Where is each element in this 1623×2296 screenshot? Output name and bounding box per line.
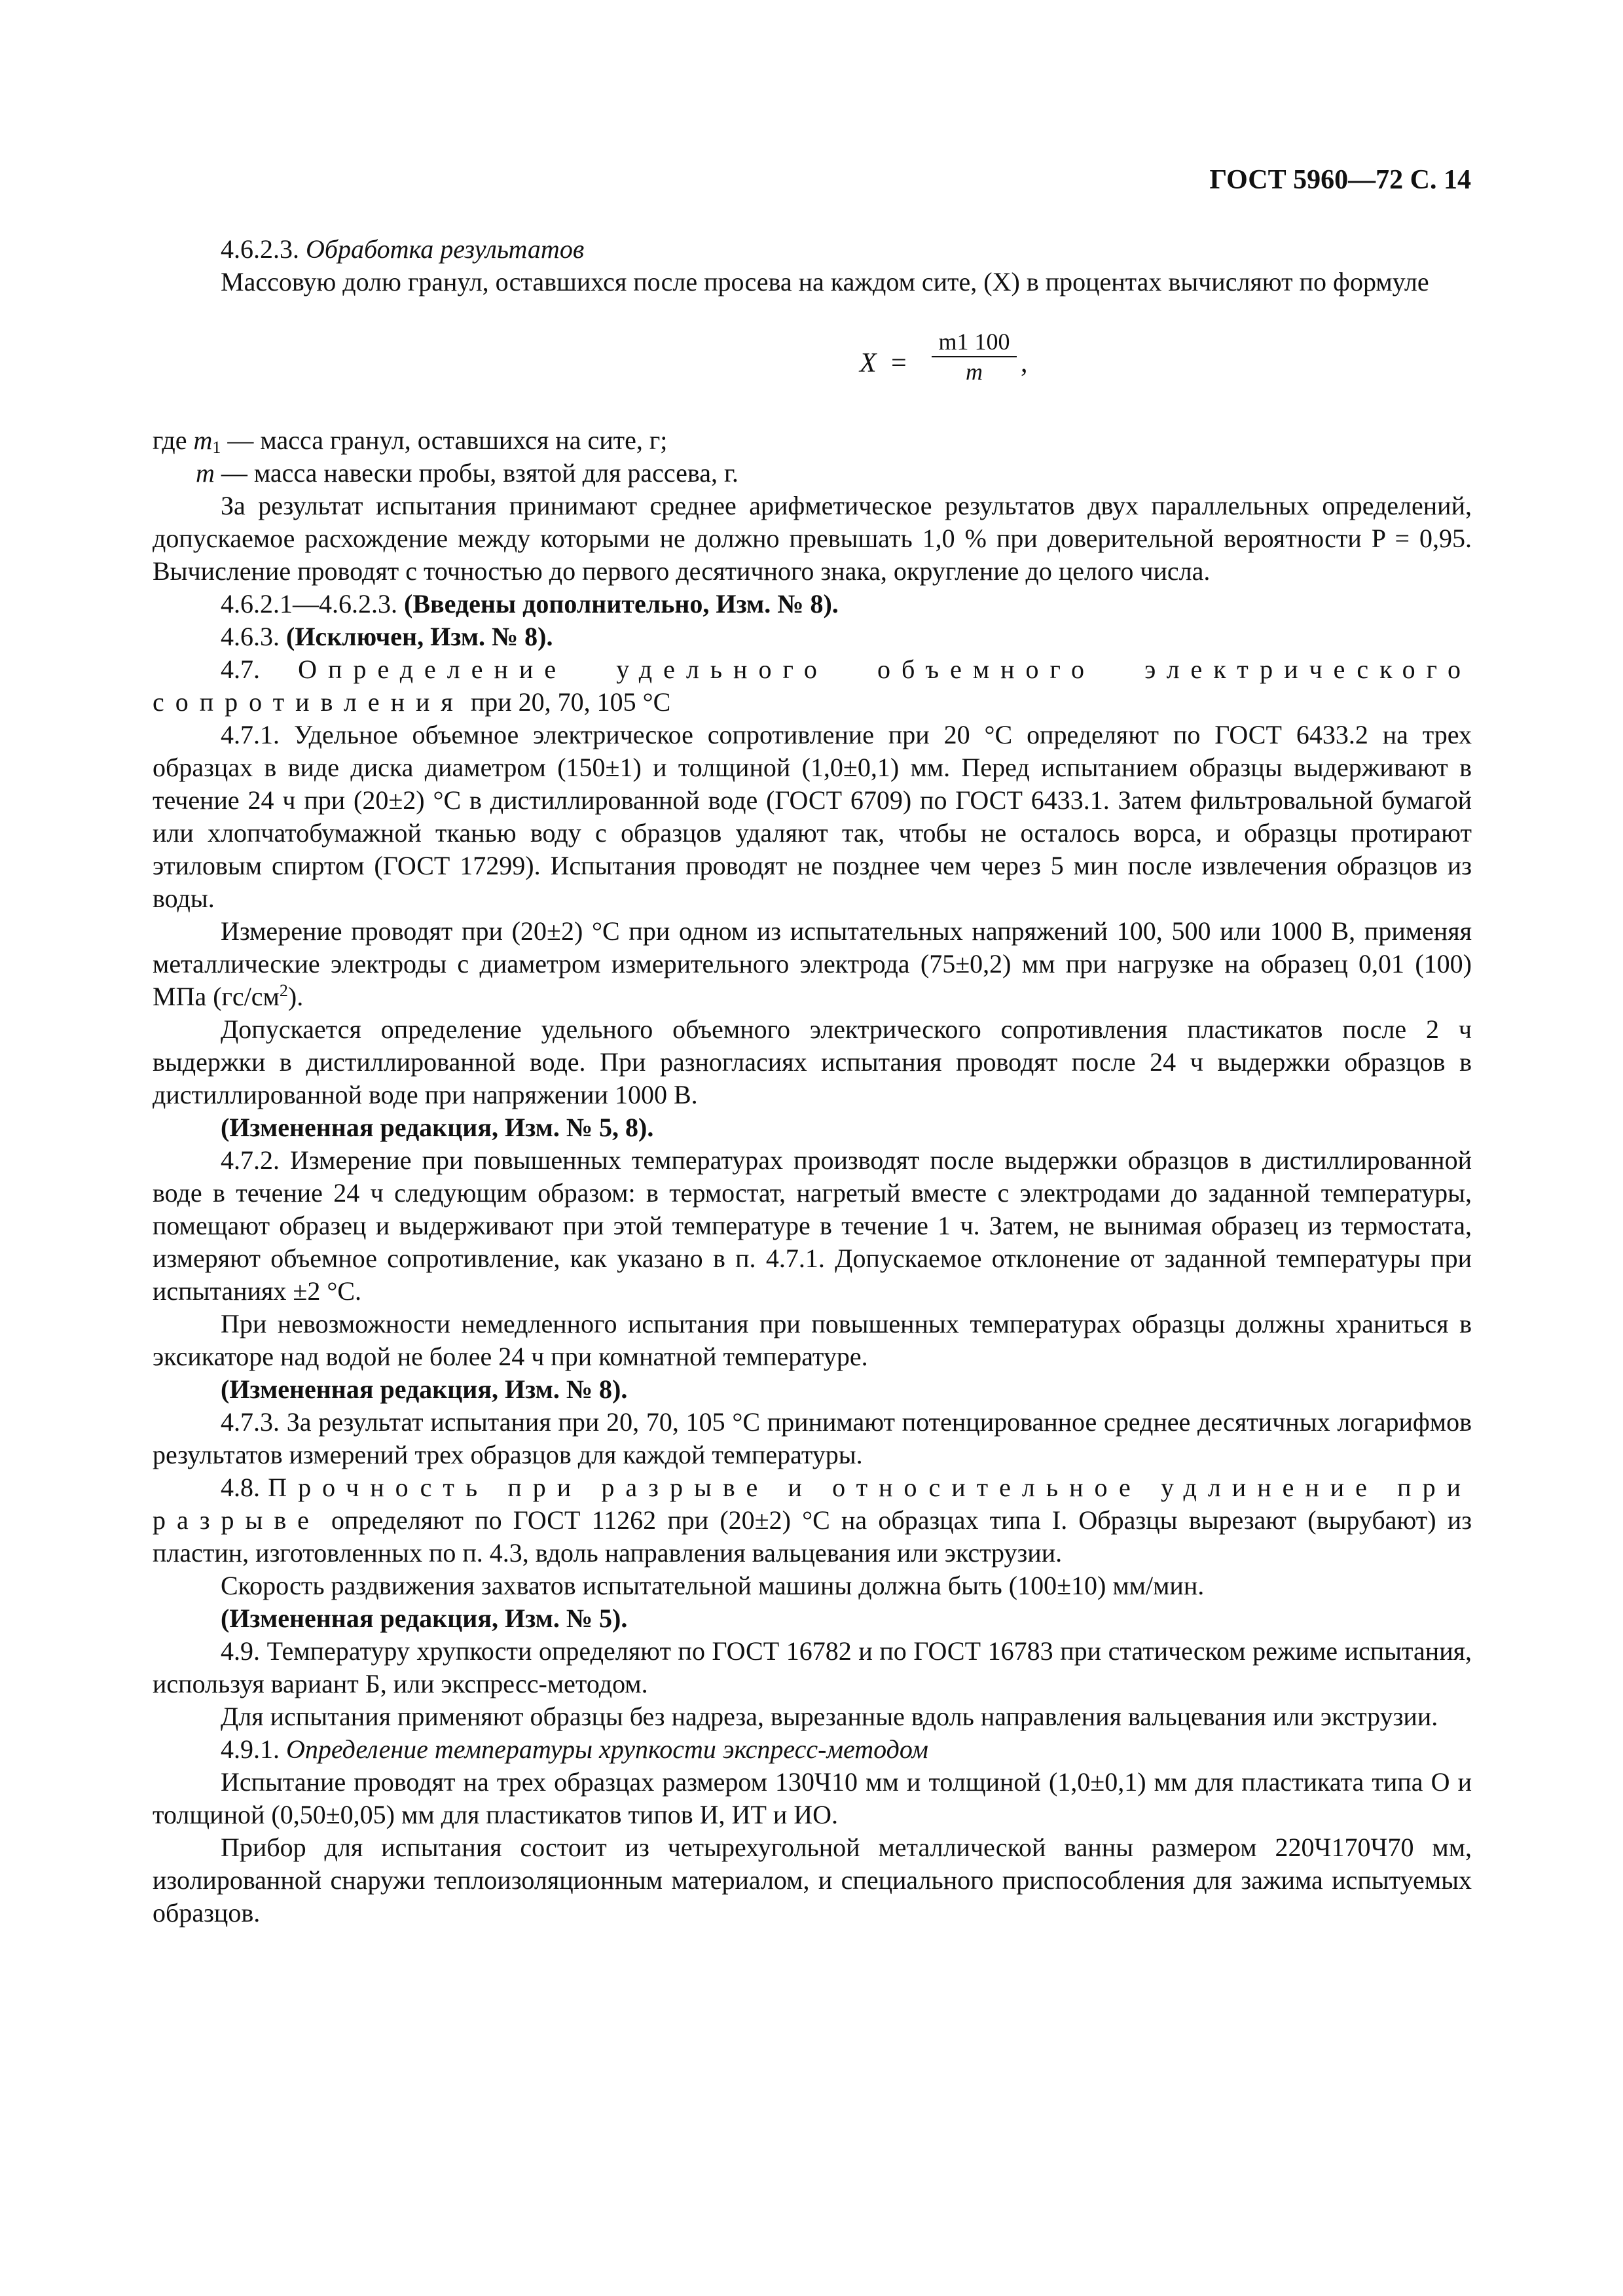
heading-suffix: при 20, 70, 105 °С: [464, 687, 671, 717]
formula-comma: ,: [1021, 348, 1028, 378]
amendment-note: (Измененная редакция, Изм. № 5, 8).: [221, 1113, 654, 1142]
legend-description: — масса навески пробы, взятой для рассева, г.: [214, 458, 739, 488]
spaced-heading: Определение удельного объемного электрического сопротивления: [153, 655, 1472, 717]
formula-numerator: m1 100: [932, 327, 1017, 357]
paragraph: Скорость раздвижения захватов испытательной машины должна быть (100±10) мм/мин.: [221, 1571, 1205, 1600]
paragraph: Допускается определение удельного объемного электрического сопротивления пластикатов после 2 ч выдержки в дистиллированной воде. При разногласиях испытания проводят после 24 ч выдержки образцов в дистиллированной воде при напряжении 1000 В.: [153, 1014, 1472, 1109]
section-number: 4.6.2.3.: [221, 234, 299, 264]
formula-lhs: X: [860, 348, 877, 378]
amendment-text: (Введены дополнительно, Изм. № 8).: [404, 589, 839, 619]
formula-equals: =: [891, 348, 907, 378]
legend-line-2: [153, 457, 1472, 490]
legend-variable: m: [193, 425, 213, 455]
section-number: 4.6.3.: [221, 622, 286, 651]
superscript: 2: [279, 981, 288, 1000]
section-title: Определение температуры хрупкости экспресс-методом: [286, 1734, 928, 1764]
paragraph: 4.7.3. За результат испытания при 20, 70, 105 °С принимают потенцированное среднее десятичных логарифмов результатов измерений трех образцов для каждой температуры.: [153, 1407, 1472, 1469]
section-number: 4.8.: [221, 1473, 268, 1502]
paragraph: При невозможности немедленного испытания при повышенных температурах образцы должны храниться в эксикаторе над водой не более 24 ч при комнатной температуре.: [153, 1309, 1472, 1371]
page-header: ГОСТ 5960—72 С. 14: [1209, 165, 1471, 195]
formula-denominator: m: [966, 359, 983, 385]
section-heading-4-7: [153, 653, 1472, 719]
paragraph: 4.7.2. Измерение при повышенных температурах производят после выдержки образцов в дистиллированной воде в течение 24 ч следующим образом: в термостат, нагретый вместе с электродами до заданной температуры, помещают образец и выдерживают при этой температуре в течение 1 ч. Затем, не вынимая образец из термостата, измеряют объемное сопротивление, как указано в п. 4.7.1. Допускаемое отклонение от заданной температуры при испытаниях ±2 °С.: [153, 1145, 1472, 1306]
paragraph-text: Измерение проводят при (20±2) °С при одном из испытательных напряжений 100, 500 или 1000 В, применяя металлические электроды с диаметром измерительного электрода (75±0,2) мм при нагрузке на образец 0,01 (100) МПа (гс/см: [153, 916, 1472, 1011]
legend-prefix: где: [153, 425, 194, 455]
document-body: [153, 233, 1472, 1929]
section-heading-4-8: [153, 1471, 1472, 1570]
legend-description: — масса гранул, оставшихся на сите, г;: [221, 425, 668, 455]
section-number: 4.9.1.: [221, 1734, 286, 1764]
paragraph: За результат испытания принимают среднее арифметическое результатов двух параллельных определений, допускаемое расхождение между которыми не должно превышать 1,0 % при доверительной вероятности P = 0,95. Вычисление проводят с точностью до первого десятичного знака, округление до целого числа.: [153, 491, 1472, 586]
section-title: Обработка результатов: [306, 234, 585, 264]
paragraph: Для испытания применяют образцы без надреза, вырезанные вдоль направления вальцевания или экструзии.: [221, 1702, 1438, 1731]
amendment-note: (Измененная редакция, Изм. № 5).: [221, 1604, 628, 1633]
paragraph: 4.9. Температуру хрупкости определяют по ГОСТ 16782 и по ГОСТ 16783 при статическом режиме испытания, используя вариант Б, или экспресс-методом.: [153, 1636, 1472, 1698]
amendment-note: (Измененная редакция, Изм. № 8).: [221, 1374, 628, 1404]
section-number: 4.6.2.1—4.6.2.3.: [221, 589, 404, 619]
legend-subscript: 1: [212, 438, 221, 457]
formula: [153, 298, 1472, 424]
paragraph-text: определяют по ГОСТ 11262 при (20±2) °С на образцах типа I. Образцы вырезают (вырубают) из пластин, изготовленных по п. 4.3, вдоль направления вальцевания или экструзии.: [153, 1505, 1472, 1568]
paragraph: Испытание проводят на трех образцах размером 130Ч10 мм и толщиной (1,0±0,1) мм для пластиката типа О и толщиной (0,50±0,05) мм для пластикатов типов И, ИТ и ИО.: [153, 1767, 1472, 1829]
paragraph-text: ).: [287, 982, 304, 1011]
formula-fraction: [932, 327, 1017, 386]
section-heading-4-9-1: [153, 1733, 1472, 1766]
amendment-note: [153, 620, 1472, 653]
section-number: 4.7.: [221, 655, 299, 684]
paragraph: Прибор для испытания состоит из четырехугольной металлической ванны размером 220Ч170Ч70 мм, изолированной снаружи теплоизоляционным материалом, и специального приспособления для зажима испытуемых образцов.: [153, 1833, 1472, 1928]
amendment-note: [153, 588, 1472, 620]
legend-variable: m: [196, 458, 215, 488]
paragraph: [153, 915, 1472, 1013]
legend-line-1: [153, 424, 1472, 457]
paragraph: 4.7.1. Удельное объемное электрическое сопротивление при 20 °С определяют по ГОСТ 6433.2 на трех образцах в виде диска диаметром (150±1) и толщиной (1,0±0,1) мм. Перед испытанием образцы выдерживают в течение 24 ч при (20±2) °С в дистиллированной воде (ГОСТ 6709) по ГОСТ 6433.1. Затем фильтровальной бумагой или хлопчатобумажной тканью воду с образцов удаляют так, чтобы не осталось ворса, и образцы протирают этиловым спиртом (ГОСТ 17299). Испытания проводят не позднее чем через 5 мин после извлечения образцов из воды.: [153, 720, 1472, 913]
amendment-text: (Исключен, Изм. № 8).: [286, 622, 553, 651]
spaced-heading: Прочность при разрыве и относительное удлинение при разрыве: [153, 1473, 1472, 1535]
paragraph: Массовую долю гранул, оставшихся после просева на каждом сите, (X) в процентах вычисляют по формуле: [221, 267, 1429, 296]
section-heading-4-6-2-3: [153, 233, 1472, 266]
